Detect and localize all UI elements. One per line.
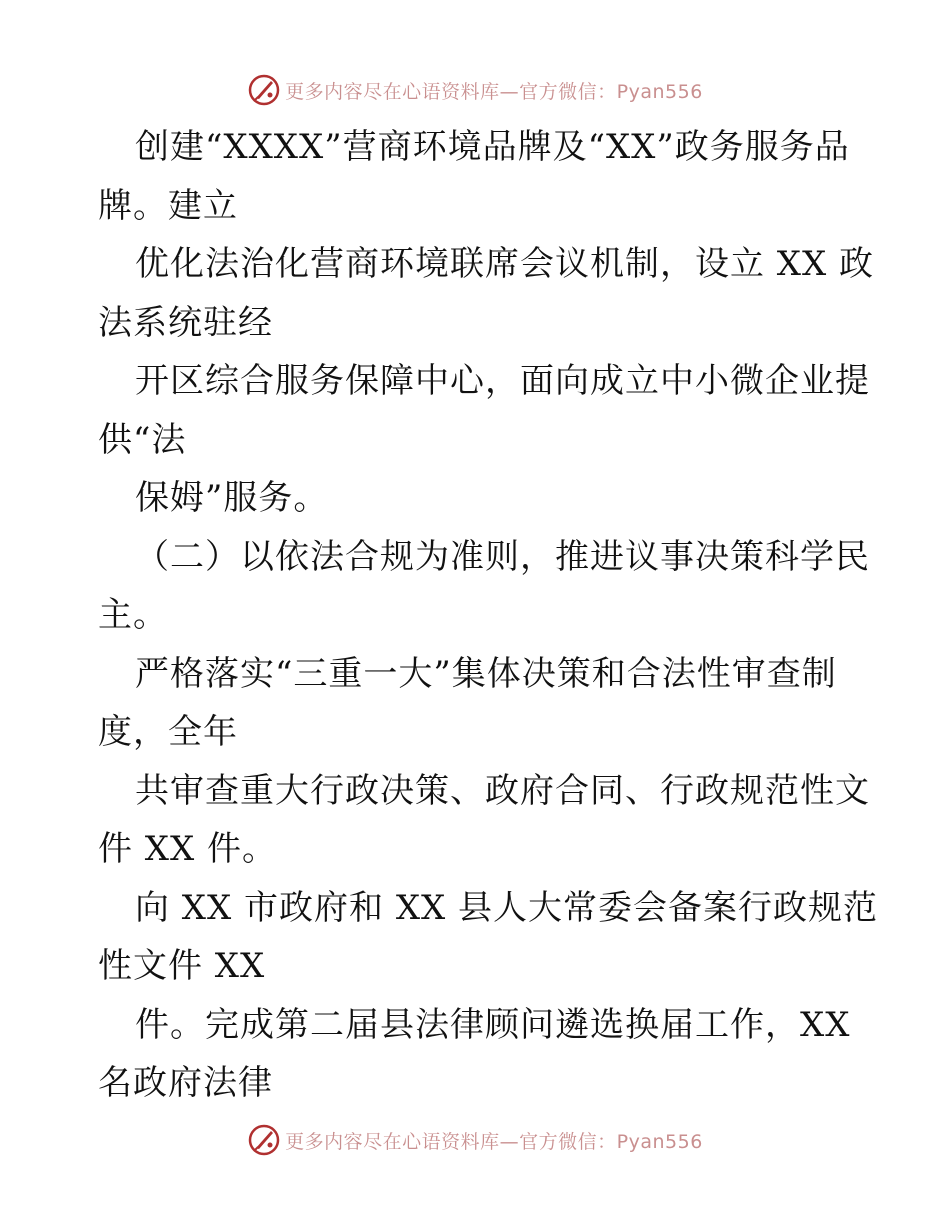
text-line: 牌。建立 [98,185,238,226]
text-line: 严格落实“三重一大”集体决策和合法性审查制 [135,653,837,694]
banner-dash: — [499,1130,520,1153]
text-line: 优化法治化营商环境联席会议机制，设立 XX 政 [135,244,875,284]
text-line: 供“法 [98,419,187,460]
text-line: 共审查重大行政决策、政府合同、行政规范性文 [135,770,870,811]
text-line: 保姆”服务。 [135,478,329,518]
text-line: 件 XX 件。 [98,829,278,869]
banner-dash: — [499,80,520,103]
banner-library-text: 更多内容尽在心语资料库 [285,80,500,103]
text-line: 开区综合服务保障中心，面向成立中小微企业提 [135,361,870,401]
feather-pen-logo-icon [247,73,281,107]
banner-library-text: 更多内容尽在心语资料库 [285,1130,500,1153]
banner-text [285,1127,703,1154]
text-line: 向 XX 市政府和 XX 县人大常委会备案行政规范 [135,887,879,928]
text-line: 件。完成第二届县法律顾问遴选换届工作，XX [135,1004,851,1045]
feather-pen-logo-icon [247,1123,281,1157]
banner-text [285,77,703,104]
text-line: 度，全年 [98,712,238,752]
footer-watermark-banner [0,1120,950,1160]
header-watermark-banner [0,70,950,110]
text-line: 性文件 XX [98,946,266,986]
text-line: 创建“XXXX”营商环境品牌及“XX”政务服务品 [135,127,850,167]
document-body [98,118,879,1113]
text-line: 法系统驻经 [98,302,273,343]
section-heading: （二）以依法合规为准则，推进议事决策科学民 [135,536,870,577]
banner-wechat-text: 官方微信：Pyan556 [519,80,703,103]
text-line: 名政府法律 [98,1063,273,1103]
banner-wechat-text: 官方微信：Pyan556 [519,1130,703,1153]
text-line: 主。 [98,595,168,635]
